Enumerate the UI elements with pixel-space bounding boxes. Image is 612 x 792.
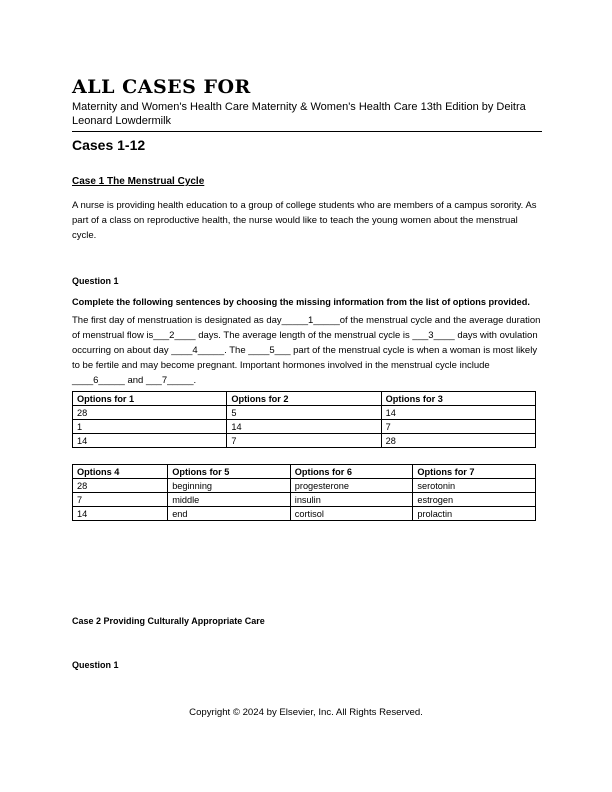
table-cell: 1 [73,420,227,434]
table-cell: insulin [290,493,413,507]
table-header-cell: Options 4 [73,465,168,479]
copyright-footer: Copyright © 2024 by Elsevier, Inc. All Rights Reserved. [189,707,423,718]
table-cell: prolactin [413,507,536,521]
case1-question-label: Question 1 [72,276,119,286]
table-row [73,420,536,434]
table-cell: 14 [227,420,381,434]
table-cell: estrogen [413,493,536,507]
table-cell: 5 [227,406,381,420]
table-header-cell: Options for 6 [290,465,413,479]
table-row [73,479,536,493]
table-header-row [73,465,536,479]
table-row [73,507,536,521]
table-row [73,406,536,420]
table-header-cell: Options for 1 [73,392,227,406]
case1-scenario: A nurse is providing health education to a group of college students who are members of a campus sorority. As part of a class on reproductive health, the nurse would like to teach the young women about the menstrual cycle. [72,200,537,241]
table-cell: 14 [381,406,535,420]
document-title: ALL CASES FOR [72,76,251,98]
table-cell: middle [168,493,291,507]
table-cell: beginning [168,479,291,493]
document-page [72,76,542,671]
table-row [73,493,536,507]
table-row [73,434,536,448]
table-header-cell: Options for 7 [413,465,536,479]
table-cell: 14 [73,507,168,521]
table-cell: 7 [381,420,535,434]
case1-instruction: Complete the following sentences by choosing the missing information from the list of options provided. [72,297,530,307]
table-cell: 7 [73,493,168,507]
table-cell: 28 [73,406,227,420]
table-cell: 14 [73,434,227,448]
document-subtitle: Maternity and Women's Health Care Maternity & Women's Health Care 13th Edition by Deitra Leonard Lowdermilk [72,101,526,127]
table-cell: serotonin [413,479,536,493]
case2-heading: Case 2 Providing Culturally Appropriate Care [72,616,265,626]
case1-heading: Case 1 The Menstrual Cycle [72,176,205,187]
title-divider [72,131,542,132]
table-header-cell: Options for 3 [381,392,535,406]
cases-heading: Cases 1-12 [72,137,146,153]
case2-question-label: Question 1 [72,660,119,670]
table-cell: cortisol [290,507,413,521]
case1-prompt: The first day of menstruation is designated as day_____1_____of the menstrual cycle and the average duration of menstrual flow is___2____ days. The average length of the menstrual cycle is ___3____ days with ovulation occurring on about day ____4_____. The ____5___ part of the menstrual cycle is when a woman is most likely to be fertile and may become pregnant. Important hormones involved in the menstrual cycle include ____6_____ and ___7_____. [72,315,541,386]
table-header-row [73,392,536,406]
table-header-cell: Options for 2 [227,392,381,406]
table-cell: end [168,507,291,521]
table-cell: 7 [227,434,381,448]
options-table-1 [72,391,536,448]
options-table-2 [72,464,536,521]
table-cell: 28 [381,434,535,448]
table-cell: 28 [73,479,168,493]
table-cell: progesterone [290,479,413,493]
table-header-cell: Options for 5 [168,465,291,479]
